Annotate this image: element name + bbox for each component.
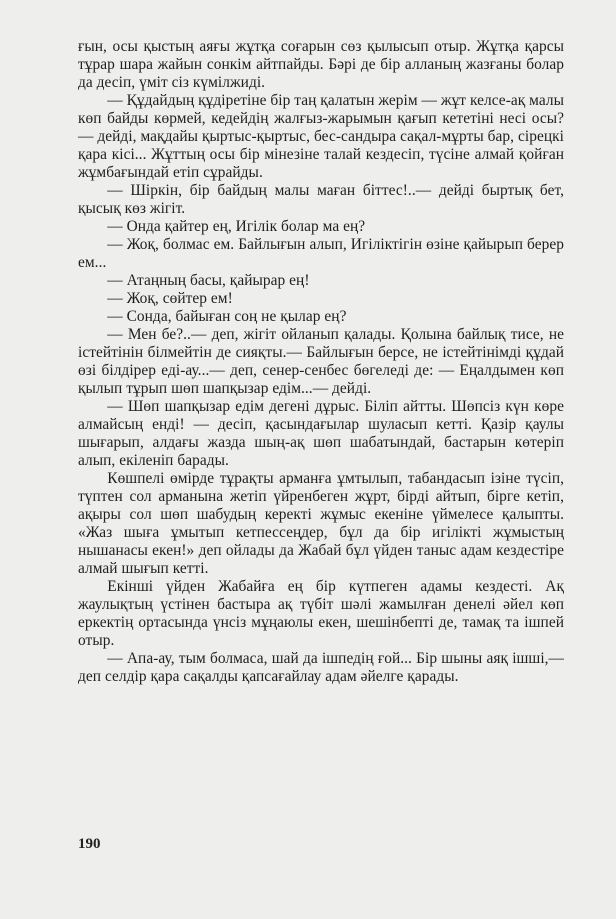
- paragraph: — Шөп шапқызар едім дегені дұрыс. Біліп айтты. Шөпсіз күн көре алмайсың енді! — десіп, қасындағылар шуласып кетті. Қазір қаулы шығарып, алдағы жазда шың-ақ шөп шабатындай, бастарын көтеріп алып, екіленіп барады.: [78, 398, 564, 469]
- paragraph: — Мен бе?..— деп, жігіт ойланып қалады. Қолына байлық тисе, не істейтінін білмейтін де сияқты.— Байлығын берсе, не істейтінімді құдай өзі білдірер еді-ау...— деп, сенер-сенбес бөгеледі де: — Еңалдымен көп қылып тұрып шөп шапқызар едім...— дейді.: [78, 326, 564, 397]
- paragraph: — Атаңның басы, қайырар ең!: [107, 272, 310, 289]
- paragraph: — Сонда, байыған соң не қылар ең?: [107, 308, 347, 325]
- paragraph: — Жоқ, сөйтер ем!: [107, 290, 233, 307]
- paragraph: Көшпелі өмірде тұрақты арманға ұмтылып, табандасып ізіне түсіп, түптен сол арманына жетіп үйренбеген жұрт, бірді айтып, бірге кетіп, ақыры сол шөп шабудың керекті жұмыс екеніне үймелесе қалыпты. «Жаз шыға ұмытып кетпессеңдер, бұл да бір игілікті жұмыстың нышанасы екен!» деп ойлады да Жабай бұл үйден таныс адам кездестіре алмай шығып кетті.: [78, 470, 564, 577]
- paragraph: Екінші үйден Жабайға ең бір күтпеген адамы кездесті. Ақ жаулықтың үстінен бастыра ақ түбіт шәлі жамылған денелі әйел көп еркектің ортасында үнсіз мұңаюлы екен, шешінбепті де, тамақ та ішпей отыр.: [78, 578, 564, 649]
- paragraph: — Құдайдың құдіретіне бір таң қалатын жерім — жұт келсе-ақ малы көп байды көрмей, кедейдің жалғыз-жарымын қағып кететіні несі осы? — дейді, мақдайы қыртыс-қыртыс, бес-сандыра сақал-мұрты бар, сірецкі қара кісі... Жұттың осы бір мінезіне талай кездесіп, түсіне алмай қойған жұмбағындай етіп сұрайды.: [78, 92, 564, 181]
- paragraph: — Шіркін, бір байдың малы маған біттес!..— дейді быртық бет, қысық көз жігіт.: [78, 182, 564, 217]
- paragraph: — Апа-ау, тым болмаса, шай да ішпедің ғой... Бір шыны аяқ ішші,— деп селдір қара сақалды қапсағайлау адам әйелге қарады.: [78, 650, 564, 685]
- paragraph: ғын, осы қыстың аяғы жұтқа соғарын сөз қылысып отыр. Жұтқа қарсы тұрар шара жайын сонкім айтпайды. Бәрі де бір алланың жазғаны болар да десіп, үміт сіз күмілжиді.: [78, 38, 564, 91]
- paragraph: — Жоқ, болмас ем. Байлығын алып, Игіліктігін өзіне қайырып берер ем...: [78, 236, 564, 271]
- page-text: [78, 38, 564, 686]
- page-number: 190: [78, 836, 101, 852]
- paragraph: — Онда қайтер ең, Игілік болар ма ең?: [107, 218, 366, 235]
